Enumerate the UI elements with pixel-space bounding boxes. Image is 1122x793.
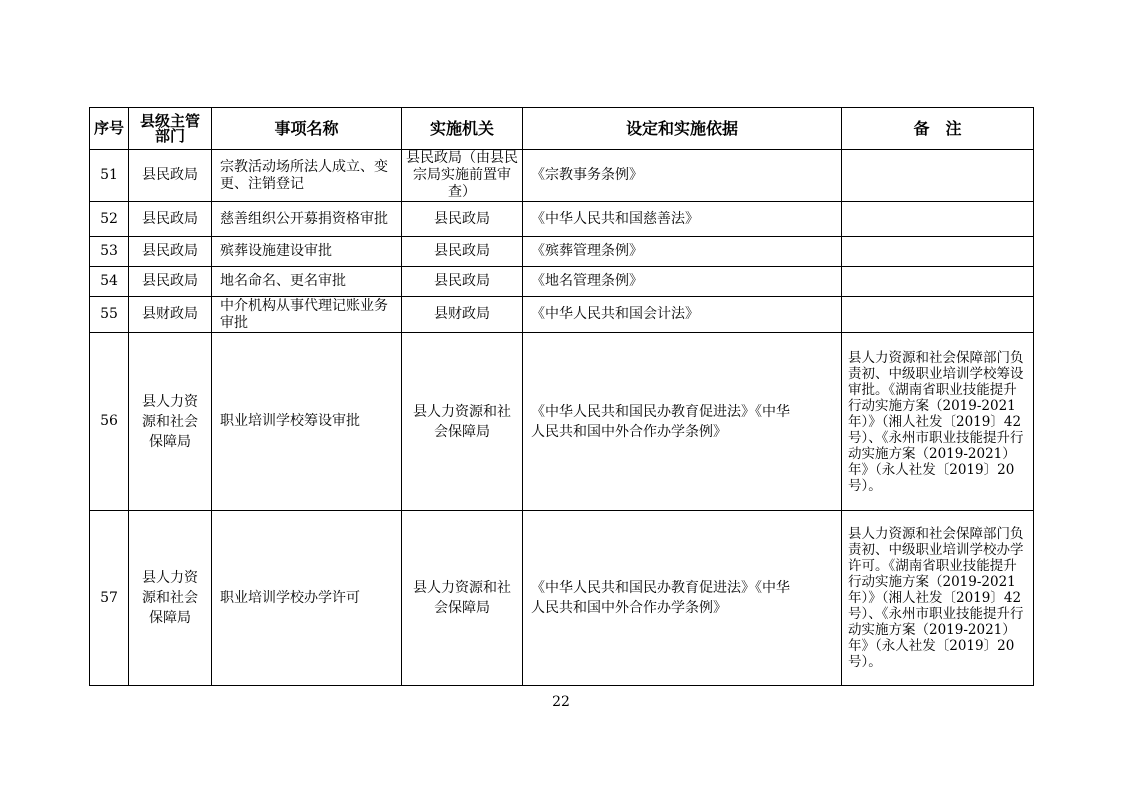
table-row: [90, 333, 1034, 511]
row-seq: 51: [90, 150, 129, 202]
header-dept: 县级主管部门: [129, 108, 212, 150]
row-remark: [842, 267, 1034, 297]
header-agency: 实施机关: [402, 108, 523, 150]
row-basis: 《殡葬管理条例》: [523, 237, 842, 267]
row-item: 慈善组织公开募捐资格审批: [212, 202, 402, 237]
approval-items-table: [89, 107, 1034, 686]
table-row: [90, 511, 1034, 686]
page-number: 22: [552, 694, 570, 710]
table-row: [90, 297, 1034, 333]
row-agency: 县民政局: [402, 202, 523, 237]
row-item: 职业培训学校筹设审批: [212, 333, 402, 511]
row-agency: 县民政局: [402, 237, 523, 267]
header-seq: 序号: [90, 108, 129, 150]
header-item: 事项名称: [212, 108, 402, 150]
row-remark: 县人力资源和社会保障部门负责初、中级职业培训学校办学许可。《湖南省职业技能提升行动实施方案（2019-2021年）》（湘人社发〔2019〕42号）、《永州市职业技能提升行动实施方案（2019-2021）年》（永人社发〔2019〕20号）。: [842, 511, 1034, 686]
row-remark: 县人力资源和社会保障部门负责初、中级职业培训学校筹设审批。《湖南省职业技能提升行动实施方案（2019-2021年）》（湘人社发〔2019〕42号）、《永州市职业技能提升行动实施方案（2019-2021）年》（永人社发〔2019〕20号）。: [842, 333, 1034, 511]
row-dept: 县民政局: [129, 150, 212, 202]
row-seq: 53: [90, 237, 129, 267]
row-basis: 《中华人民共和国民办教育促进法》《中华人民共和国中外合作办学条例》: [523, 333, 842, 511]
row-remark: [842, 202, 1034, 237]
row-seq: 56: [90, 333, 129, 511]
row-basis: 《宗教事务条例》: [523, 150, 842, 202]
row-remark: [842, 150, 1034, 202]
table-row: [90, 202, 1034, 237]
row-seq: 57: [90, 511, 129, 686]
row-agency: 县民政局（由县民宗局实施前置审查）: [402, 150, 523, 202]
row-agency: 县人力资源和社会保障局: [402, 511, 523, 686]
row-remark: [842, 237, 1034, 267]
row-item: 职业培训学校办学许可: [212, 511, 402, 686]
row-dept: 县民政局: [129, 202, 212, 237]
row-item: 地名命名、更名审批: [212, 267, 402, 297]
table-row: [90, 267, 1034, 297]
row-basis: 《地名管理条例》: [523, 267, 842, 297]
row-item: 中介机构从事代理记账业务审批: [212, 297, 402, 333]
row-dept: 县财政局: [129, 297, 212, 333]
row-dept: 县人力资源和社会保障局: [129, 333, 212, 511]
row-seq: 52: [90, 202, 129, 237]
row-basis: 《中华人民共和国会计法》: [523, 297, 842, 333]
row-basis: 《中华人民共和国民办教育促进法》《中华人民共和国中外合作办学条例》: [523, 511, 842, 686]
table-row: [90, 237, 1034, 267]
row-agency: 县人力资源和社会保障局: [402, 333, 523, 511]
row-dept: 县人力资源和社会保障局: [129, 511, 212, 686]
row-dept: 县民政局: [129, 237, 212, 267]
table-header-row: [90, 108, 1034, 150]
row-seq: 54: [90, 267, 129, 297]
header-basis: 设定和实施依据: [523, 108, 842, 150]
row-item: 宗教活动场所法人成立、变更、注销登记: [212, 150, 402, 202]
table-row: [90, 150, 1034, 202]
row-agency: 县民政局: [402, 267, 523, 297]
row-dept: 县民政局: [129, 267, 212, 297]
header-remark: 备 注: [842, 108, 1034, 150]
row-remark: [842, 297, 1034, 333]
row-item: 殡葬设施建设审批: [212, 237, 402, 267]
row-basis: 《中华人民共和国慈善法》: [523, 202, 842, 237]
row-agency: 县财政局: [402, 297, 523, 333]
row-seq: 55: [90, 297, 129, 333]
